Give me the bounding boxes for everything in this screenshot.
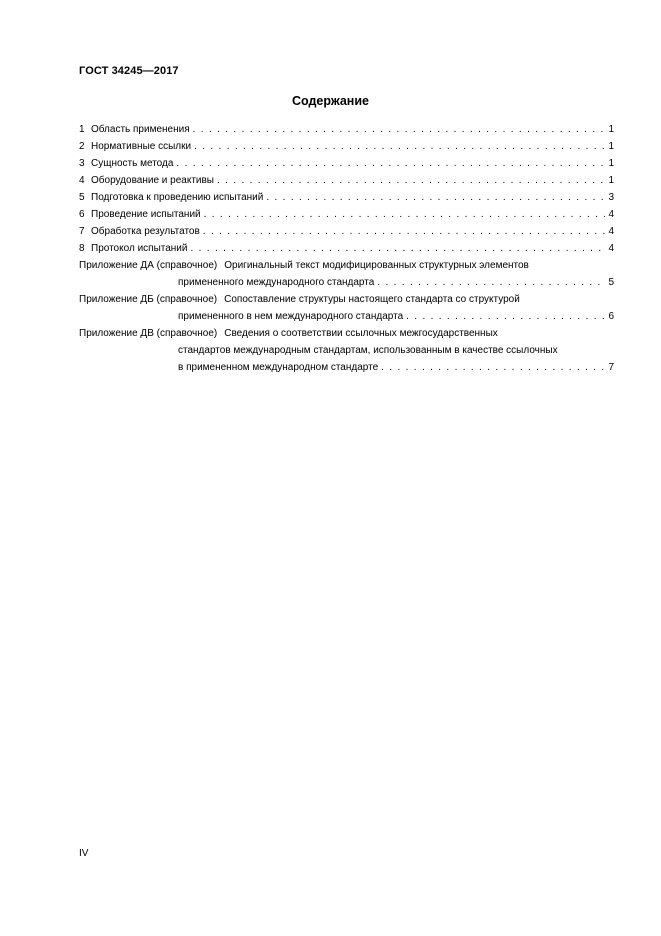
toc-entry-page: 1 (608, 175, 614, 186)
toc-leader-dots (204, 206, 606, 223)
toc-leader-dots (406, 308, 605, 325)
appendix-title-line: Сопоставление структуры настоящего стандарта со структурой (224, 294, 520, 305)
appendix-title-line: в примененном международном стандарте (178, 362, 379, 373)
toc-entry-number: 4 (79, 175, 85, 186)
appendix-label: Приложение ДБ (справочное) (79, 294, 218, 305)
toc-leader-dots (203, 223, 606, 240)
toc-entry-number: 8 (79, 243, 85, 254)
appendix-title-line: стандартов международным стандартам, использованным в качестве ссылочных (178, 345, 558, 356)
toc-leader-dots (176, 155, 605, 172)
toc-entry-title: Обработка результатов (91, 226, 200, 237)
toc-entry-title: Сущность метода (91, 158, 174, 169)
toc-leader-dots (266, 189, 605, 206)
document-header: ГОСТ 34245—2017 (79, 65, 179, 77)
appendix-title-line: примененного международного стандарта (178, 277, 375, 288)
toc-entry-page: 6 (608, 311, 614, 322)
appendix-title-line: примененного в нем международного стандарта (178, 311, 404, 322)
toc-entry-page: 4 (608, 243, 614, 254)
toc-leader-dots (190, 240, 605, 257)
toc-entry-title: Нормативные ссылки (91, 141, 192, 152)
toc-entry-page: 1 (608, 158, 614, 169)
toc-entry-page: 1 (608, 141, 614, 152)
toc-leader-dots (194, 138, 605, 155)
toc-entry-page: 7 (608, 362, 614, 373)
toc-entry[interactable] (79, 240, 614, 257)
toc-entry-page: 3 (608, 192, 614, 203)
toc-appendix-entry[interactable] (79, 291, 614, 325)
toc-leader-dots (193, 121, 606, 138)
toc-leader-dots (381, 359, 605, 376)
toc-title: Содержание (291, 94, 369, 108)
appendix-label: Приложение ДВ (справочное) (79, 328, 218, 339)
toc-appendix-entry[interactable] (79, 257, 614, 291)
toc-entry[interactable] (79, 121, 614, 138)
toc-entry[interactable] (79, 138, 614, 155)
toc-entry-page: 4 (608, 226, 614, 237)
toc-entry-title: Область применения (91, 124, 190, 135)
toc-entry[interactable] (79, 189, 614, 206)
toc-entry-page: 1 (608, 124, 614, 135)
toc-entry[interactable] (79, 155, 614, 172)
page-number: IV (79, 848, 89, 859)
toc-leader-dots (217, 172, 605, 189)
toc-entry-title: Протокол испытаний (91, 243, 188, 254)
appendix-label: Приложение ДА (справочное) (79, 260, 218, 271)
appendix-title-line: Сведения о соответствии ссылочных межгосударственных (224, 328, 498, 339)
toc-entry-number: 5 (79, 192, 85, 203)
toc-entry[interactable] (79, 206, 614, 223)
toc-entry-title: Оборудование и реактивы (91, 175, 214, 186)
toc-entry-number: 6 (79, 209, 85, 220)
toc-entry-number: 3 (79, 158, 85, 169)
toc-entry-page: 5 (608, 277, 614, 288)
toc-entry-title: Подготовка к проведению испытаний (91, 192, 264, 203)
toc-entry-number: 2 (79, 141, 85, 152)
toc-entry[interactable] (79, 223, 614, 240)
toc-entry-title: Проведение испытаний (91, 209, 201, 220)
toc-appendix-entry[interactable] (79, 325, 614, 376)
toc-entry[interactable] (79, 172, 614, 189)
appendix-title-line: Оригинальный текст модифицированных структурных элементов (224, 260, 529, 271)
toc-entry-page: 4 (608, 209, 614, 220)
table-of-contents (79, 121, 614, 376)
toc-entry-number: 7 (79, 226, 85, 237)
toc-leader-dots (377, 274, 605, 291)
toc-entry-number: 1 (79, 124, 85, 135)
